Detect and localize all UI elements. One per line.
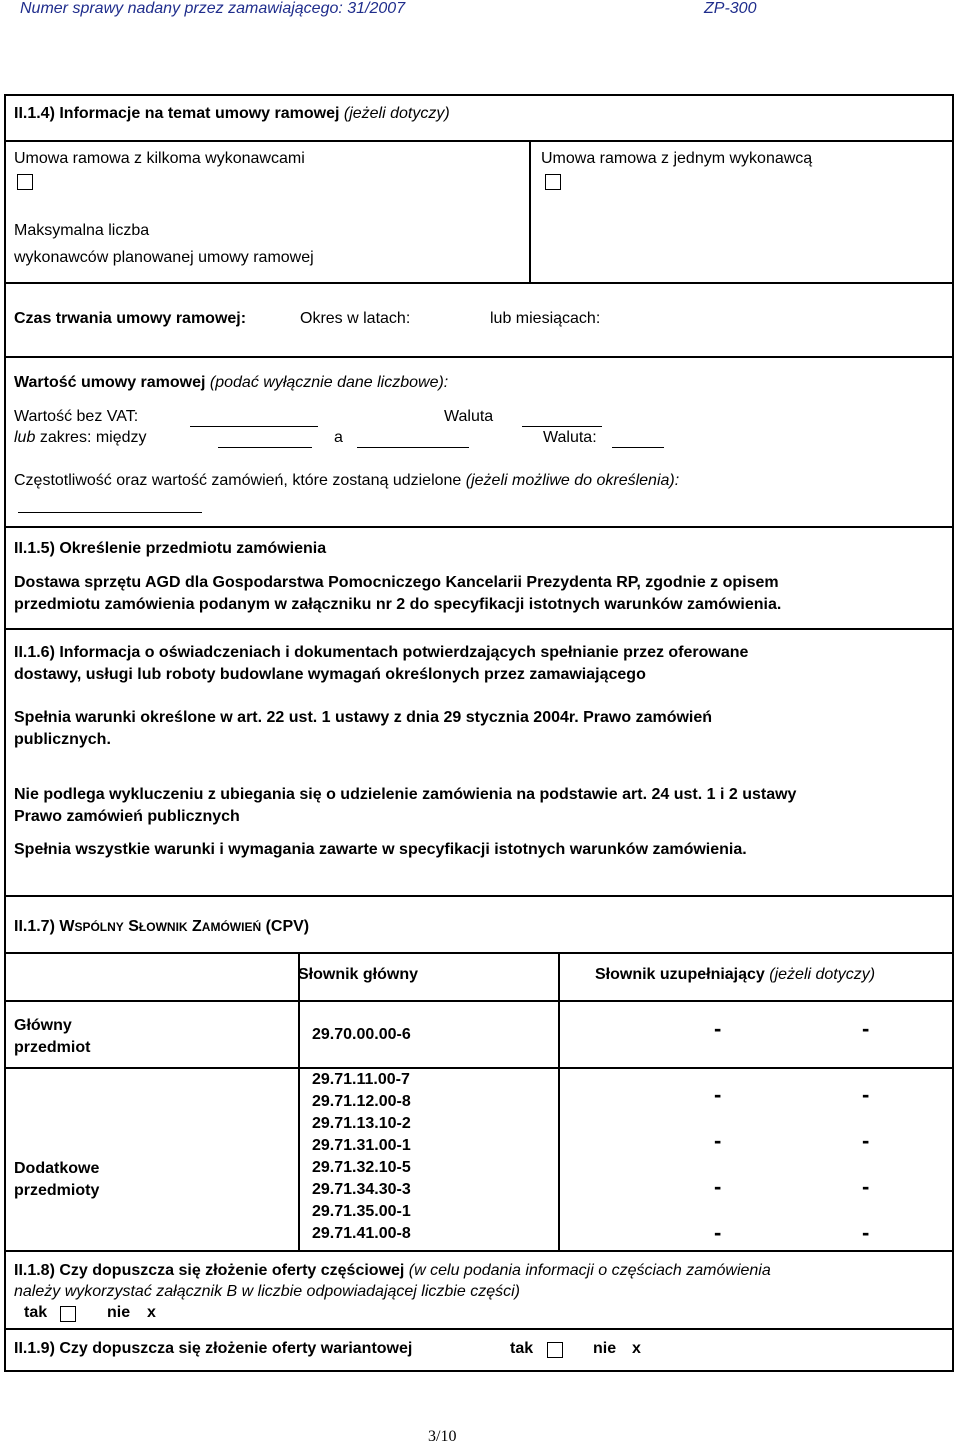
value-label: Wartość umowy ramowej (podać wyłącznie dane liczbowe): <box>14 374 449 391</box>
variant-offer-no-label: nie <box>593 1340 617 1357</box>
section-title-ii15: II.1.5) Określenie przedmiotu zamówienia <box>14 540 327 557</box>
variant-offer-no-mark[interactable]: x <box>632 1340 641 1357</box>
divider <box>4 140 954 142</box>
cpv-supp-header: Słownik uzupełniający (jeżeli dotyczy) <box>595 966 876 983</box>
cpv-code: 29.71.11.00-7 <box>312 1071 410 1088</box>
currency-field[interactable] <box>522 426 602 427</box>
cpv-additional-row-label: Dodatkowe przedmioty <box>14 1160 100 1199</box>
partial-offer-no-label: nie <box>107 1304 131 1321</box>
framework-single-label: Umowa ramowa z jednym wykonawcą <box>541 150 813 167</box>
range-from-field[interactable] <box>218 447 312 448</box>
case-number: Numer sprawy nadany przez zamawiającego: 31/2007 <box>20 0 406 17</box>
condition-paragraph-3: Spełnia wszystkie warunki i wymagania zawarte w specyfikacji istotnych warunków zamówienia. <box>14 841 747 858</box>
variant-offer-yes-label: tak <box>510 1340 534 1357</box>
divider <box>4 1250 954 1252</box>
cpv-supp-dash: - <box>862 1220 870 1245</box>
section-title-ii18: II.1.8) Czy dopuszcza się złożenie oferty częściowej (w celu podania informacji o częściach zamówienia należy wykorzystać załącznik B w liczbie odpowiadającej liczbie części) <box>14 1262 771 1300</box>
divider <box>4 952 954 954</box>
max-contractors-label-1: Maksymalna liczba <box>14 222 150 239</box>
cpv-code: 29.71.12.00-8 <box>312 1093 411 1110</box>
divider <box>4 526 954 528</box>
partial-offer-yes-label: tak <box>24 1304 48 1321</box>
cpv-main-row-label: Główny przedmiot <box>14 1017 91 1056</box>
duration-label: Czas trwania umowy ramowej: <box>14 310 247 327</box>
cpv-supp-dash: - <box>714 1082 722 1107</box>
cpv-supp-dash: - <box>862 1082 870 1107</box>
condition-paragraph-2: Nie podlega wykluczeniu z ubiegania się o udzielenie zamówienia na podstawie art. 24 ust. 1 i 2 ustawy Prawo zamówień publicznych <box>14 786 797 825</box>
years-label: Okres w latach: <box>300 310 411 327</box>
subject-description: Dostawa sprzętu AGD dla Gospodarstwa Pomocniczego Kancelarii Prezydenta RP, zgodnie z opisem przedmiotu zamówienia podanym w załączniku nr 2 do specyfikacji istotnych warunków zamówienia. <box>14 574 782 613</box>
cpv-supp-dash: - <box>714 1128 722 1153</box>
cpv-supp-dash: - <box>714 1016 722 1041</box>
currency2-field[interactable] <box>612 447 664 448</box>
divider <box>4 628 954 630</box>
cpv-additional-codes <box>312 1069 411 1245</box>
partial-offer-no-mark[interactable]: x <box>147 1304 156 1321</box>
currency2-label: Waluta: <box>543 429 597 446</box>
section-title-ii14: II.1.4) Informacje na temat umowy ramowej (jeżeli dotyczy) <box>14 105 450 122</box>
frequency-label: Częstotliwość oraz wartość zamówień, które zostaną udzielone (jeżeli możliwe do określenia): <box>14 472 680 489</box>
section-title-ii16: II.1.6) Informacja o oświadczeniach i dokumentach potwierdzających spełnianie przez oferowane dostawy, usługi lub roboty budowlane wymagań określonych przez zamawiającego <box>14 644 749 683</box>
divider <box>4 356 954 358</box>
divider <box>4 282 954 284</box>
variant-offer-yes-checkbox[interactable] <box>547 1342 563 1358</box>
cpv-code: 29.71.31.00-1 <box>312 1137 411 1154</box>
divider <box>558 952 560 1250</box>
cpv-code: 29.71.41.00-8 <box>312 1225 411 1242</box>
form-code: ZP-300 <box>704 0 757 17</box>
cpv-code: 29.71.13.10-2 <box>312 1115 411 1132</box>
net-value-label: Wartość bez VAT: <box>14 408 139 425</box>
net-value-field[interactable] <box>190 426 318 427</box>
range-label: lub zakres: między <box>14 429 147 446</box>
frequency-field[interactable] <box>18 512 202 513</box>
divider <box>4 895 954 897</box>
section-title-ii17: II.1.7) WSPÓLNY SŁOWNIK ZAMÓWIEŃ (CPV) <box>14 918 310 935</box>
partial-offer-yes-checkbox[interactable] <box>60 1306 76 1322</box>
condition-paragraph-1: Spełnia warunki określone w art. 22 ust. 1 ustawy z dnia 29 stycznia 2004r. Prawo zamówień publicznych. <box>14 709 713 748</box>
cpv-supp-dash: - <box>862 1016 870 1041</box>
section-title-ii19: II.1.9) Czy dopuszcza się złożenie oferty wariantowej <box>14 1340 413 1357</box>
cpv-code: 29.71.32.10-5 <box>312 1159 411 1176</box>
divider <box>4 1067 954 1069</box>
framework-multi-checkbox[interactable] <box>17 174 33 190</box>
cpv-supp-dash: - <box>714 1220 722 1245</box>
cpv-code: 29.71.34.30-3 <box>312 1181 411 1198</box>
framework-multi-label: Umowa ramowa z kilkoma wykonawcami <box>14 150 305 167</box>
range-and-label: a <box>334 429 343 446</box>
cpv-supp-dash: - <box>862 1174 870 1199</box>
cpv-supp-dash: - <box>714 1174 722 1199</box>
divider <box>529 140 531 282</box>
currency-label: Waluta <box>444 408 494 425</box>
cpv-code: 29.71.35.00-1 <box>312 1203 411 1220</box>
cpv-main-code: 29.70.00.00-6 <box>312 1026 411 1043</box>
range-to-field[interactable] <box>357 447 469 448</box>
max-contractors-label-2: wykonawców planowanej umowy ramowej <box>14 249 314 266</box>
cpv-main-header: Słownik główny <box>298 966 419 983</box>
page-header <box>0 0 960 24</box>
page-number: 3/10 <box>428 1428 457 1445</box>
divider <box>298 952 300 1250</box>
framework-single-checkbox[interactable] <box>545 174 561 190</box>
cpv-supp-dash: - <box>862 1128 870 1153</box>
months-label: lub miesiącach: <box>490 310 601 327</box>
divider <box>4 1328 954 1330</box>
divider <box>4 1000 954 1002</box>
